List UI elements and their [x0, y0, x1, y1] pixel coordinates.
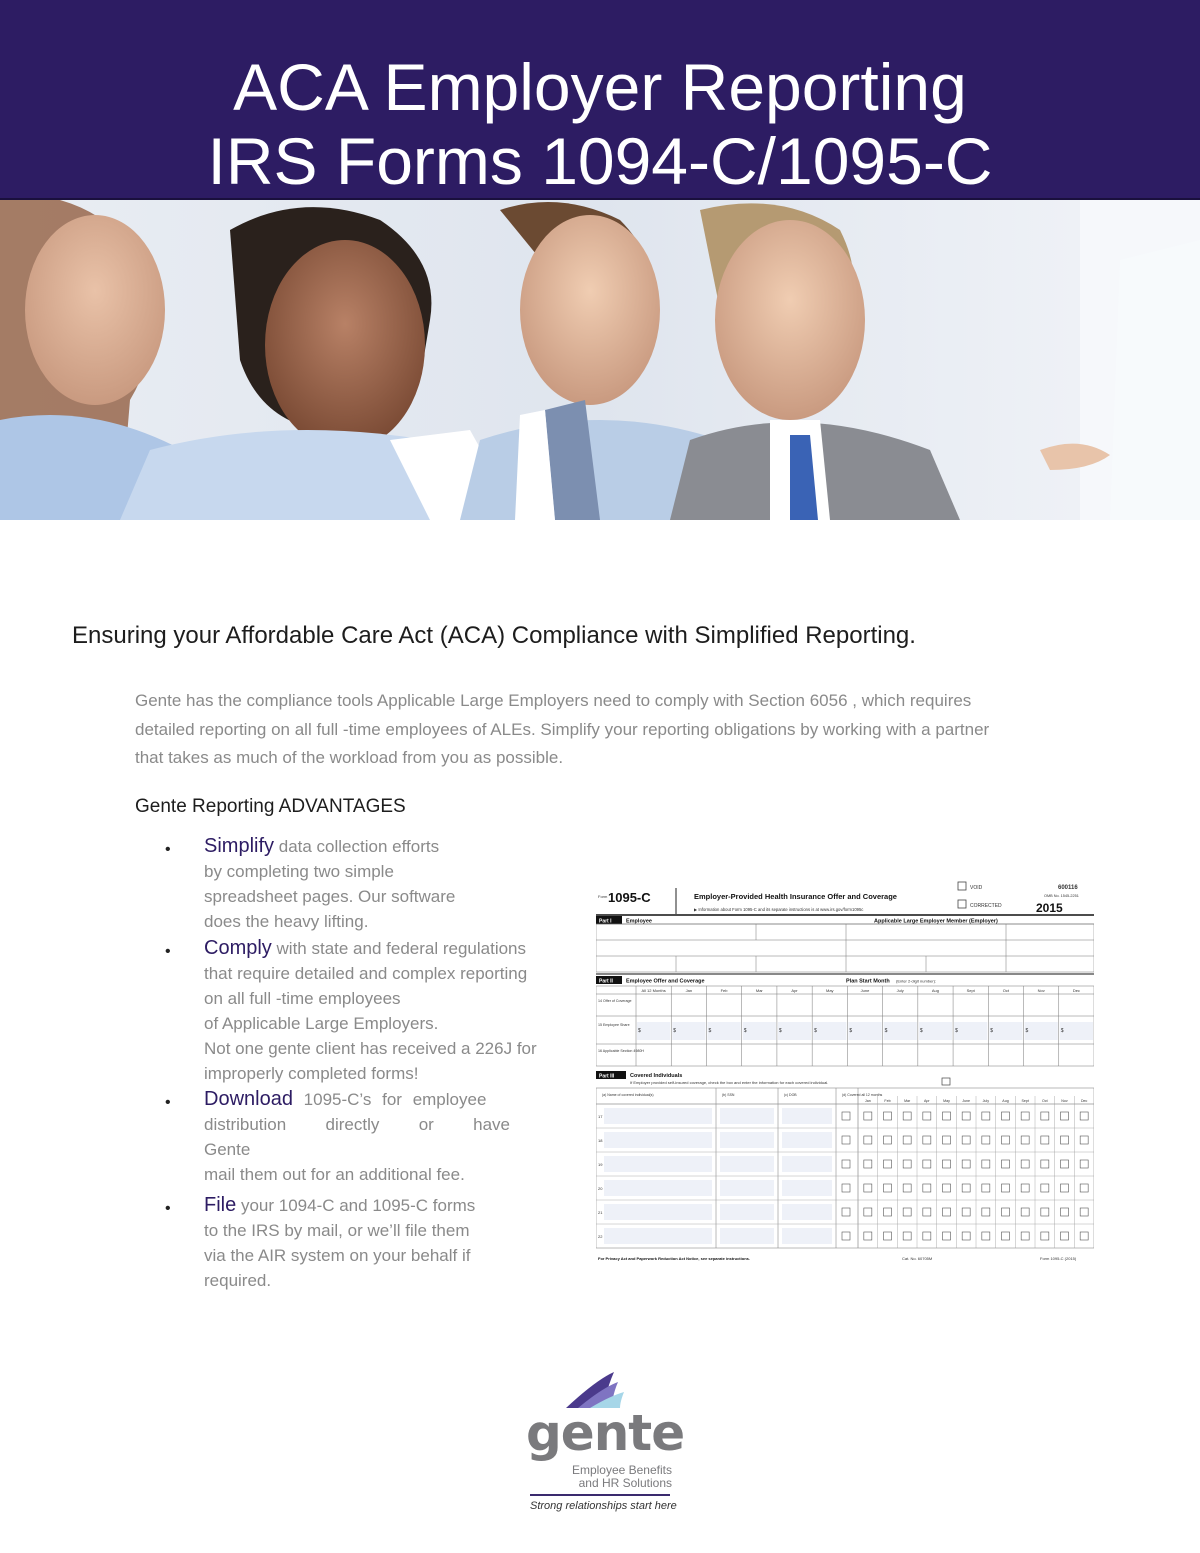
covered-month-checkbox	[1041, 1160, 1049, 1168]
covered-month-header: Mar	[904, 1099, 911, 1103]
covered-month-checkbox	[1021, 1160, 1029, 1168]
covered-month-checkbox	[943, 1112, 951, 1120]
covered-all-months-checkbox	[842, 1160, 850, 1168]
svg-text:Applicable Large Employer Memb: Applicable Large Employer Member (Employer)	[874, 918, 998, 925]
covered-month-checkbox	[923, 1112, 931, 1120]
covered-month-checkbox	[1041, 1136, 1049, 1144]
dollar-sign: $	[955, 1028, 958, 1034]
title-banner	[0, 0, 1200, 200]
svg-text:Covered Individuals: Covered Individuals	[630, 1073, 683, 1079]
month-header: Jan	[685, 988, 693, 993]
covered-month-checkbox	[1041, 1208, 1049, 1216]
advantage-comply	[165, 936, 575, 1086]
dollar-sign: $	[990, 1028, 994, 1034]
covered-month-checkbox	[903, 1232, 911, 1240]
svg-text:Part I: Part I	[599, 918, 612, 925]
covered-month-header: Aug	[1002, 1099, 1009, 1103]
covered-month-checkbox	[1080, 1160, 1088, 1168]
covered-col-header: (c) DOB	[784, 1093, 797, 1097]
svg-text:▶ Information about Form 1095-: ▶ Information about Form 1095-C and its separate instructions is at www.irs.gov/form1095c	[694, 907, 864, 912]
svg-text:For Privacy Act and Paperwork: For Privacy Act and Paperwork Reduction Act Notice, see separate instructions.	[598, 1256, 750, 1261]
dollar-sign: $	[1025, 1028, 1029, 1034]
covered-month-checkbox	[962, 1232, 970, 1240]
covered-month-checkbox	[884, 1184, 892, 1192]
covered-row-number: 17	[598, 1114, 603, 1119]
advantage-keyword: Simplify	[204, 835, 275, 857]
covered-month-header: Apr	[924, 1099, 930, 1103]
svg-text:Cat. No. 60705M: Cat. No. 60705M	[902, 1256, 933, 1261]
covered-month-checkbox	[923, 1232, 931, 1240]
month-header: Sept	[966, 988, 975, 993]
covered-month-header: Jan	[864, 1099, 871, 1103]
covered-month-header: Oct	[1042, 1099, 1048, 1103]
covered-month-checkbox	[1002, 1208, 1010, 1216]
banner-title-line-1: ACA Employer Reporting	[233, 50, 967, 124]
month-header: June	[860, 988, 870, 993]
covered-month-checkbox	[1021, 1112, 1029, 1120]
covered-month-checkbox	[962, 1112, 970, 1120]
dollar-sign: $	[849, 1028, 853, 1034]
month-header: Oct	[1002, 988, 1010, 993]
hero-photo	[0, 200, 1200, 520]
covered-month-checkbox	[1080, 1232, 1088, 1240]
advantage-keyword: File	[204, 1194, 237, 1216]
covered-month-checkbox	[884, 1112, 892, 1120]
month-header: Feb	[720, 988, 728, 993]
dollar-sign: $	[638, 1028, 641, 1034]
bullet-dot: •	[165, 841, 171, 858]
covered-all-months-checkbox	[842, 1112, 850, 1120]
svg-text:VOID: VOID	[970, 885, 983, 891]
advantage-simplify	[165, 834, 575, 934]
dollar-sign: $	[1060, 1028, 1064, 1034]
advantage-text: Download 1095-C’s for employee distribution directly or have Gente mail them out for an additional fee.	[204, 1088, 510, 1184]
covered-month-checkbox	[1061, 1160, 1069, 1168]
logo-divider	[530, 1494, 670, 1496]
intro-line-2: detailed reporting on all full -time employees of ALEs. Simplify your reporting obligations by working with a partner	[135, 719, 990, 739]
covered-month-header: Sept	[1021, 1099, 1029, 1103]
covered-month-checkbox	[1041, 1184, 1049, 1192]
covered-month-checkbox	[962, 1208, 970, 1216]
month-header: May	[825, 988, 834, 993]
dollar-sign: $	[919, 1028, 923, 1034]
covered-row-number: 21	[598, 1210, 603, 1215]
covered-month-checkbox	[1061, 1112, 1069, 1120]
dollar-sign: $	[884, 1028, 888, 1034]
dollar-sign: $	[743, 1028, 747, 1034]
svg-text:Part III: Part III	[599, 1073, 615, 1080]
covered-month-checkbox	[903, 1184, 911, 1192]
month-header: Dec	[1072, 988, 1080, 993]
svg-text:If Employer provided self-insu: If Employer provided self-insured coverage, check the box and enter the information for each covered individual.	[630, 1080, 829, 1085]
svg-text:CORRECTED: CORRECTED	[970, 903, 1002, 909]
covered-month-checkbox	[864, 1232, 872, 1240]
covered-month-checkbox	[982, 1136, 990, 1144]
covered-month-header: Feb	[884, 1099, 891, 1103]
dollar-sign: $	[673, 1028, 677, 1034]
month-header: Mar	[755, 988, 763, 993]
covered-month-checkbox	[1021, 1184, 1029, 1192]
svg-text:OMB No. 1545-2251: OMB No. 1545-2251	[1044, 894, 1079, 898]
covered-row-number: 22	[598, 1234, 603, 1239]
coverage-month-grid	[596, 986, 1094, 1066]
banner-title-line-2: IRS Forms 1094-C/1095-C	[207, 124, 993, 198]
covered-col-header: (d) Covered all 12 months	[842, 1093, 883, 1097]
covered-month-checkbox	[943, 1184, 951, 1192]
covered-month-checkbox	[943, 1160, 951, 1168]
covered-month-checkbox	[982, 1112, 990, 1120]
logo-tagline: Strong relationships start here	[530, 1500, 677, 1512]
covered-month-checkbox	[1041, 1232, 1049, 1240]
covered-month-checkbox	[1080, 1208, 1088, 1216]
advantages-title: Gente Reporting ADVANTAGES	[135, 796, 406, 817]
bullet-dot: •	[165, 1200, 171, 1217]
svg-text:Part II: Part II	[599, 978, 613, 985]
covered-month-checkbox	[1021, 1136, 1029, 1144]
svg-text:Plan Start Month: Plan Start Month	[846, 978, 890, 985]
svg-text:Employer-Provided Health Insur: Employer-Provided Health Insurance Offer and Coverage	[694, 892, 897, 901]
svg-text:Form: Form	[598, 894, 608, 899]
covered-all-months-checkbox	[842, 1136, 850, 1144]
covered-month-checkbox	[982, 1184, 990, 1192]
covered-month-checkbox	[1002, 1112, 1010, 1120]
advantage-text: Comply with state and federal regulations that require detailed and complex reporting on all full -time employees of Applicable Large Employers. Not one gente client has received a 226J for improperly completed forms!	[204, 937, 537, 1083]
intro-line-3: that takes as much of the workload from you as possible.	[135, 748, 564, 767]
covered-month-header: June	[962, 1099, 971, 1103]
covered-month-checkbox	[903, 1160, 911, 1168]
covered-month-checkbox	[884, 1136, 892, 1144]
svg-text:2015: 2015	[1036, 901, 1063, 915]
covered-month-checkbox	[982, 1208, 990, 1216]
covered-month-header: Nov	[1061, 1099, 1068, 1103]
covered-month-checkbox	[943, 1232, 951, 1240]
gente-logo	[526, 1370, 685, 1520]
month-header: Aug	[931, 988, 940, 993]
covered-all-months-checkbox	[842, 1184, 850, 1192]
month-header: Apr	[791, 988, 798, 993]
covered-month-checkbox	[923, 1208, 931, 1216]
covered-month-checkbox	[1061, 1184, 1069, 1192]
covered-month-checkbox	[962, 1136, 970, 1144]
covered-month-checkbox	[1002, 1136, 1010, 1144]
covered-month-checkbox	[1080, 1112, 1088, 1120]
void-checkbox	[958, 882, 966, 890]
month-header: July	[896, 988, 904, 993]
dollar-sign: $	[814, 1028, 817, 1034]
covered-month-checkbox	[1021, 1208, 1029, 1216]
advantage-text: File your 1094-C and 1095-C forms to the IRS by mail, or we’ll file them via the AIR system on your behalf if required.	[204, 1194, 476, 1290]
svg-text:Employee: Employee	[626, 918, 652, 925]
covered-month-checkbox	[884, 1160, 892, 1168]
covered-month-checkbox	[903, 1136, 911, 1144]
covered-month-checkbox	[864, 1160, 872, 1168]
covered-month-header: July	[982, 1099, 990, 1103]
covered-col-header: (b) SSN	[722, 1093, 735, 1097]
covered-month-checkbox	[864, 1184, 872, 1192]
form-1095c-image	[596, 878, 1094, 1264]
form-1095c-drawing	[596, 878, 1094, 1264]
covered-row-number: 18	[598, 1138, 603, 1143]
covered-month-checkbox	[1002, 1232, 1010, 1240]
covered-month-checkbox	[1041, 1112, 1049, 1120]
covered-month-checkbox	[982, 1232, 990, 1240]
covered-month-checkbox	[884, 1208, 892, 1216]
covered-month-checkbox	[923, 1136, 931, 1144]
covered-month-checkbox	[962, 1184, 970, 1192]
covered-month-checkbox	[903, 1112, 911, 1120]
headline: Ensuring your Affordable Care Act (ACA) Compliance with Simplified Reporting.	[72, 622, 916, 649]
covered-month-checkbox	[923, 1184, 931, 1192]
covered-all-months-checkbox	[842, 1232, 850, 1240]
advantage-file	[165, 1193, 575, 1293]
business-people-photo	[0, 200, 1200, 520]
covered-month-checkbox	[923, 1160, 931, 1168]
dollar-sign: $	[778, 1028, 782, 1034]
covered-month-checkbox	[943, 1136, 951, 1144]
logo-wordmark: gente	[526, 1404, 685, 1462]
svg-text:600116: 600116	[1058, 885, 1078, 891]
bullet-dot: •	[165, 1094, 171, 1111]
dollar-sign: $	[708, 1028, 712, 1034]
row-14-label: 14 Offer of Coverage	[598, 999, 632, 1003]
covered-month-checkbox	[864, 1208, 872, 1216]
covered-month-checkbox	[1061, 1208, 1069, 1216]
covered-month-header: May	[943, 1099, 950, 1103]
covered-month-checkbox	[903, 1208, 911, 1216]
logo-subtitle: Employee Benefits and HR Solutions	[571, 1463, 672, 1490]
advantage-text: Simplify data collection efforts by completing two simple spreadsheet pages. Our software does the heavy lifting.	[204, 835, 456, 931]
bullet-dot: •	[165, 943, 171, 960]
covered-month-checkbox	[1002, 1160, 1010, 1168]
corrected-checkbox	[958, 900, 966, 908]
advantages-list	[165, 834, 575, 1293]
month-header: All 12 Months	[641, 988, 666, 993]
svg-text:(Enter 2-digit number):: (Enter 2-digit number):	[896, 978, 937, 984]
covered-month-checkbox	[1002, 1184, 1010, 1192]
advantage-keyword: Download	[204, 1088, 293, 1110]
covered-row-number: 20	[598, 1186, 603, 1191]
row-16-label: 16 Applicable Section 4980H	[598, 1049, 644, 1053]
covered-month-checkbox	[884, 1232, 892, 1240]
covered-individuals-grid	[596, 1088, 1094, 1248]
covered-row-number: 19	[598, 1162, 603, 1167]
covered-all-months-checkbox	[842, 1208, 850, 1216]
intro-paragraph	[135, 687, 1095, 773]
svg-text:Employee Offer and Coverage: Employee Offer and Coverage	[626, 978, 705, 985]
covered-month-checkbox	[982, 1160, 990, 1168]
covered-month-checkbox	[864, 1112, 872, 1120]
svg-text:Form 1095-C (2015): Form 1095-C (2015)	[1040, 1256, 1077, 1261]
covered-month-checkbox	[1061, 1232, 1069, 1240]
intro-line-1: Gente has the compliance tools Applicable Large Employers need to comply with Section 6056 , which requires	[135, 691, 972, 710]
month-header: Nov	[1037, 988, 1045, 993]
covered-col-header: (a) Name of covered individual(s)	[602, 1093, 654, 1097]
covered-month-checkbox	[943, 1208, 951, 1216]
covered-month-checkbox	[1061, 1136, 1069, 1144]
covered-month-checkbox	[1080, 1184, 1088, 1192]
covered-month-header: Dec	[1080, 1099, 1088, 1103]
row-15-label: 15 Employee Share	[598, 1023, 630, 1027]
covered-month-checkbox	[1080, 1136, 1088, 1144]
covered-month-checkbox	[962, 1160, 970, 1168]
advantage-keyword: Comply	[204, 937, 272, 959]
advantage-download	[165, 1087, 575, 1187]
covered-month-checkbox	[864, 1136, 872, 1144]
covered-month-checkbox	[1021, 1232, 1029, 1240]
svg-text:1095-C: 1095-C	[608, 890, 651, 905]
